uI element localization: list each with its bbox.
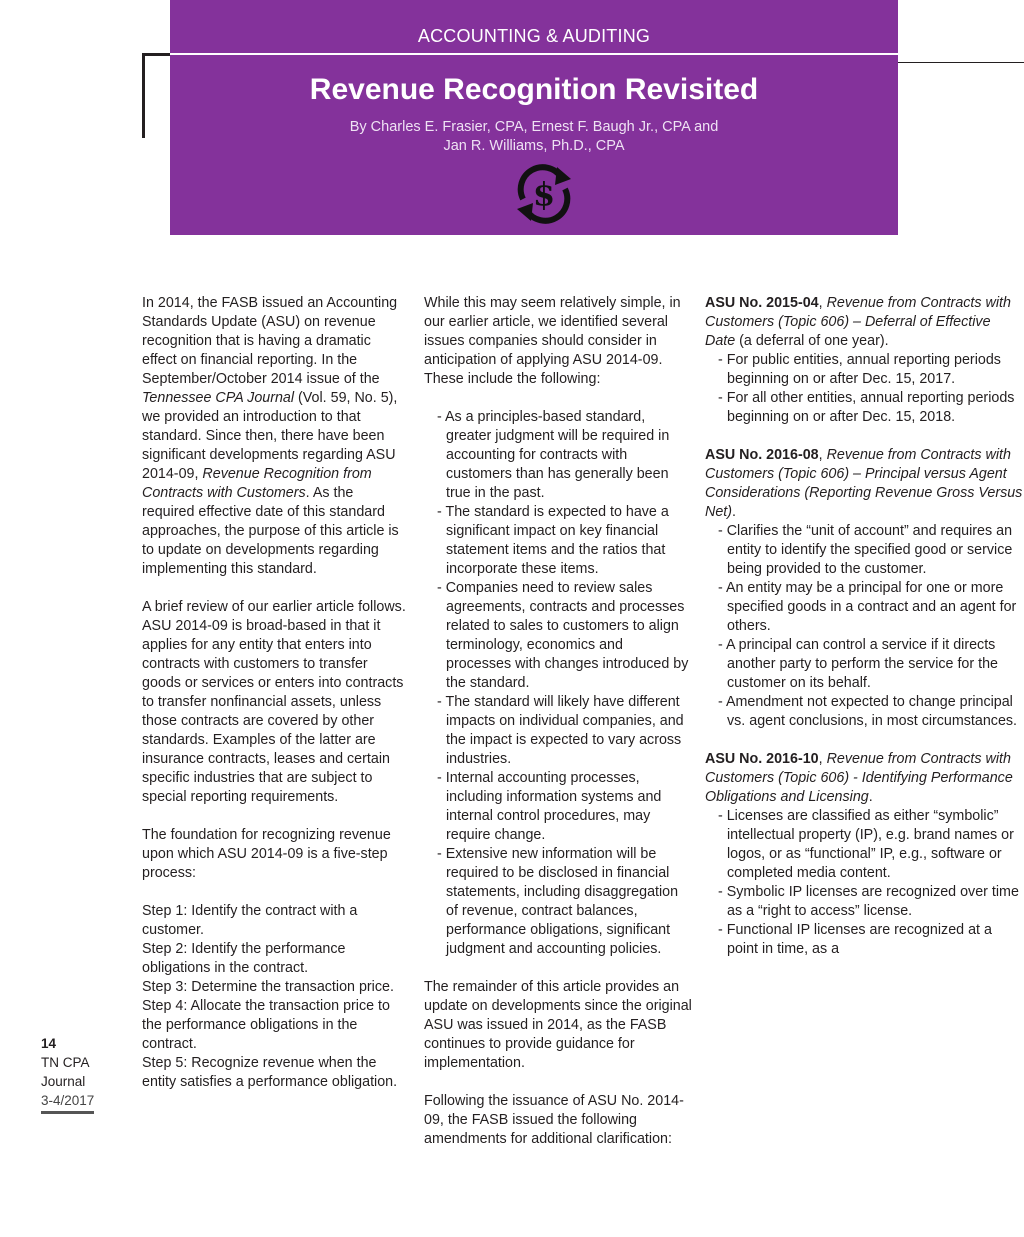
byline xyxy=(170,118,898,156)
review-paragraph: A brief review of our earlier article follows. ASU 2014-09 is broad-based in that it applies for any entity that enters into contracts with customers to transfer goods or services or enters into contracts to transfer nonfinancial assets, unless those contracts are covered by other standards. Examples of the latter are insurance contracts, leases and certain specific industries that are subject to special reporting requirements. xyxy=(142,599,406,805)
step-item: Step 4: Allocate the transaction price to the performance obligations in the contract. xyxy=(142,998,390,1052)
dollar-exchange-icon xyxy=(511,163,577,225)
amendment-heading-2015-04: ASU No. 2015-04, Revenue from Contracts with Customers (Topic 606) – Deferral of Effective Date (a deferral of one year). xyxy=(705,295,1011,349)
intro-paragraph: In 2014, the FASB issued an Accounting Standards Update (ASU) on revenue recognition that is having a dramatic effect on financial reporting. In the September/October 2014 issue of the Tennessee CPA Journal (Vol. 59, No. 5), we provided an introduction to that standard. Since then, there have been significant developments regarding ASU 2014-09, Revenue Recognition from Contracts with Customers. As the required effective date of this standard approaches, the purpose of this article is to update on developments regarding implementing this standard. xyxy=(142,295,399,577)
header-banner xyxy=(170,0,898,235)
step-item: Step 1: Identify the contract with a customer. xyxy=(142,903,358,938)
issue-bullet: - Companies need to review sales agreements, contracts and processes related to sales to customers to align terminology, economics and processes with changes introduced by the standard. xyxy=(437,580,689,691)
step-item: Step 5: Recognize revenue when the entity satisfies a performance obligation. xyxy=(142,1055,398,1090)
page-number: 14 xyxy=(41,1036,57,1051)
byline-line-2: Jan R. Williams, Ph.D., CPA xyxy=(443,138,625,154)
following-paragraph: Following the issuance of ASU No. 2014-09, the FASB issued the following amendments for additional clarification: xyxy=(424,1093,684,1147)
header-rule xyxy=(170,53,898,55)
remainder-paragraph: The remainder of this article provides an update on developments since the original ASU was issued in 2014, as the FASB continues to provide guidance for implementation. xyxy=(424,979,692,1071)
section-label: ACCOUNTING & AUDITING xyxy=(417,26,651,46)
byline-line-1: By Charles E. Frasier, CPA, Ernest F. Baugh Jr., CPA and xyxy=(349,119,719,135)
corner-bracket-vertical xyxy=(142,53,145,138)
column-3 xyxy=(705,294,1023,959)
amendment-heading-2016-08: ASU No. 2016-08, Revenue from Contracts with Customers (Topic 606) – Principal versus Agent Considerations (Reporting Revenue Gross Versus Net). xyxy=(705,447,1023,520)
header-rule-extension xyxy=(898,62,1024,63)
issues-intro: While this may seem relatively simple, in our earlier article, we identified several issues companies should consider in anticipation of applying ASU 2014-09. These include the following: xyxy=(424,295,681,387)
amendment-bullet: - Licenses are classified as either “symbolic” intellectual property (IP), e.g. brand names or logos, or as “functional” IP, e.g., software or completed media content. xyxy=(718,808,1014,881)
amendment-bullet: - Clarifies the “unit of account” and requires an entity to identify the specified good or service being provided to the customer. xyxy=(718,523,1013,577)
amendment-bullet: - Symbolic IP licenses are recognized over time as a “right to access” license. xyxy=(718,884,1019,919)
amendment-bullet: - Functional IP licenses are recognized at a point in time, as a xyxy=(718,922,992,957)
amendment-bullet: - A principal can control a service if it directs another party to perform the service for the customer on its behalf. xyxy=(718,637,998,691)
folio xyxy=(41,1034,94,1114)
corner-bracket-horizontal xyxy=(142,53,170,56)
dollar-glyph: $ xyxy=(532,175,556,213)
issue-bullet: - The standard will likely have different impacts on individual companies, and the impact is expected to vary across industries. xyxy=(437,694,684,767)
article-title: Revenue Recognition Revisited xyxy=(309,73,759,106)
publication-name-line-2: Journal xyxy=(41,1074,86,1089)
column-2 xyxy=(424,294,692,1149)
amendment-bullet: - An entity may be a principal for one or more specified goods in a contract and an agent for others. xyxy=(718,580,1017,634)
issue-bullet: - Extensive new information will be required to be disclosed in financial statements, including disaggregation of revenue, contract balances, performance obligations, significant judgment and accounting policies. xyxy=(437,846,679,957)
issue-date: 3-4/2017 xyxy=(41,1091,94,1114)
step-item: Step 2: Identify the performance obligations in the contract. xyxy=(142,941,346,976)
issue-bullet: - Internal accounting processes, including information systems and internal control procedures, may require change. xyxy=(437,770,662,843)
issue-bullet: - As a principles-based standard, greater judgment will be required in accounting for contracts with customers than has generally been true in the past. xyxy=(437,409,670,501)
amendment-bullet: - For all other entities, annual reporting periods beginning on or after Dec. 15, 2018. xyxy=(718,390,1015,425)
foundation-paragraph: The foundation for recognizing revenue upon which ASU 2014-09 is a five-step process: xyxy=(142,827,391,881)
amendment-heading-2016-10: ASU No. 2016-10, Revenue from Contracts with Customers (Topic 606) - Identifying Performance Obligations and Licensing. xyxy=(705,751,1013,805)
issue-bullet: - The standard is expected to have a significant impact on key financial statement items and the ratios that incorporate these items. xyxy=(437,504,669,577)
publication-name: TN CPA xyxy=(41,1055,90,1070)
column-1 xyxy=(142,294,408,1092)
step-item: Step 3: Determine the transaction price. xyxy=(142,979,394,995)
amendment-bullet: - Amendment not expected to change principal vs. agent conclusions, in most circumstances. xyxy=(718,694,1018,729)
amendment-bullet: - For public entities, annual reporting periods beginning on or after Dec. 15, 2017. xyxy=(718,352,1001,387)
